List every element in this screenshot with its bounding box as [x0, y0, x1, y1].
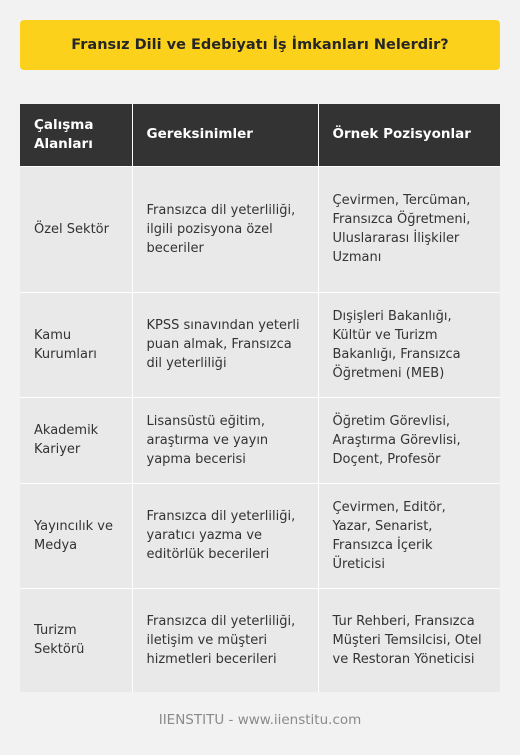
- cell-requirements: KPSS sınavından yeterli puan almak, Fransızca dil yeterliliği: [132, 292, 318, 397]
- cell-work-area: Akademik Kariyer: [20, 397, 132, 483]
- header-requirements: Gereksinimler: [132, 104, 318, 166]
- cell-positions: Çevirmen, Tercüman, Fransızca Öğretmeni, Uluslararası İlişkiler Uzmanı: [318, 166, 500, 292]
- cell-requirements: Fransızca dil yeterliliği, yaratıcı yazma ve editörlük becerileri: [132, 483, 318, 588]
- cell-work-area: Kamu Kurumları: [20, 292, 132, 397]
- table-header-row: [20, 104, 500, 166]
- cell-requirements: Fransızca dil yeterliliği, ilgili pozisyona özel beceriler: [132, 166, 318, 292]
- cell-positions: Çevirmen, Editör, Yazar, Senarist, Fransızca İçerik Üreticisi: [318, 483, 500, 588]
- header-work-areas: Çalışma Alanları: [20, 104, 132, 166]
- cell-work-area: Özel Sektör: [20, 166, 132, 292]
- table-row: [20, 483, 500, 588]
- cell-positions: Öğretim Görevlisi, Araştırma Görevlisi, Doçent, Profesör: [318, 397, 500, 483]
- cell-requirements: Lisansüstü eğitim, araştırma ve yayın yapma becerisi: [132, 397, 318, 483]
- footer-credit: IIENSTITU - www.iienstitu.com: [158, 712, 362, 728]
- table-row: [20, 166, 500, 292]
- header-example-positions: Örnek Pozisyonlar: [318, 104, 500, 166]
- cell-work-area: Yayıncılık ve Medya: [20, 483, 132, 588]
- table-row: [20, 292, 500, 397]
- page-title: Fransız Dili ve Edebiyatı İş İmkanları Nelerdir?: [20, 20, 500, 70]
- cell-positions: Dışişleri Bakanlığı, Kültür ve Turizm Bakanlığı, Fransızca Öğretmeni (MEB): [318, 292, 500, 397]
- cell-positions: Tur Rehberi, Fransızca Müşteri Temsilcisi, Otel ve Restoran Yöneticisi: [318, 588, 500, 692]
- table-row: [20, 397, 500, 483]
- cell-work-area: Turizm Sektörü: [20, 588, 132, 692]
- job-opportunities-table: [20, 104, 500, 692]
- table-row: [20, 588, 500, 692]
- cell-requirements: Fransızca dil yeterliliği, iletişim ve müşteri hizmetleri becerileri: [132, 588, 318, 692]
